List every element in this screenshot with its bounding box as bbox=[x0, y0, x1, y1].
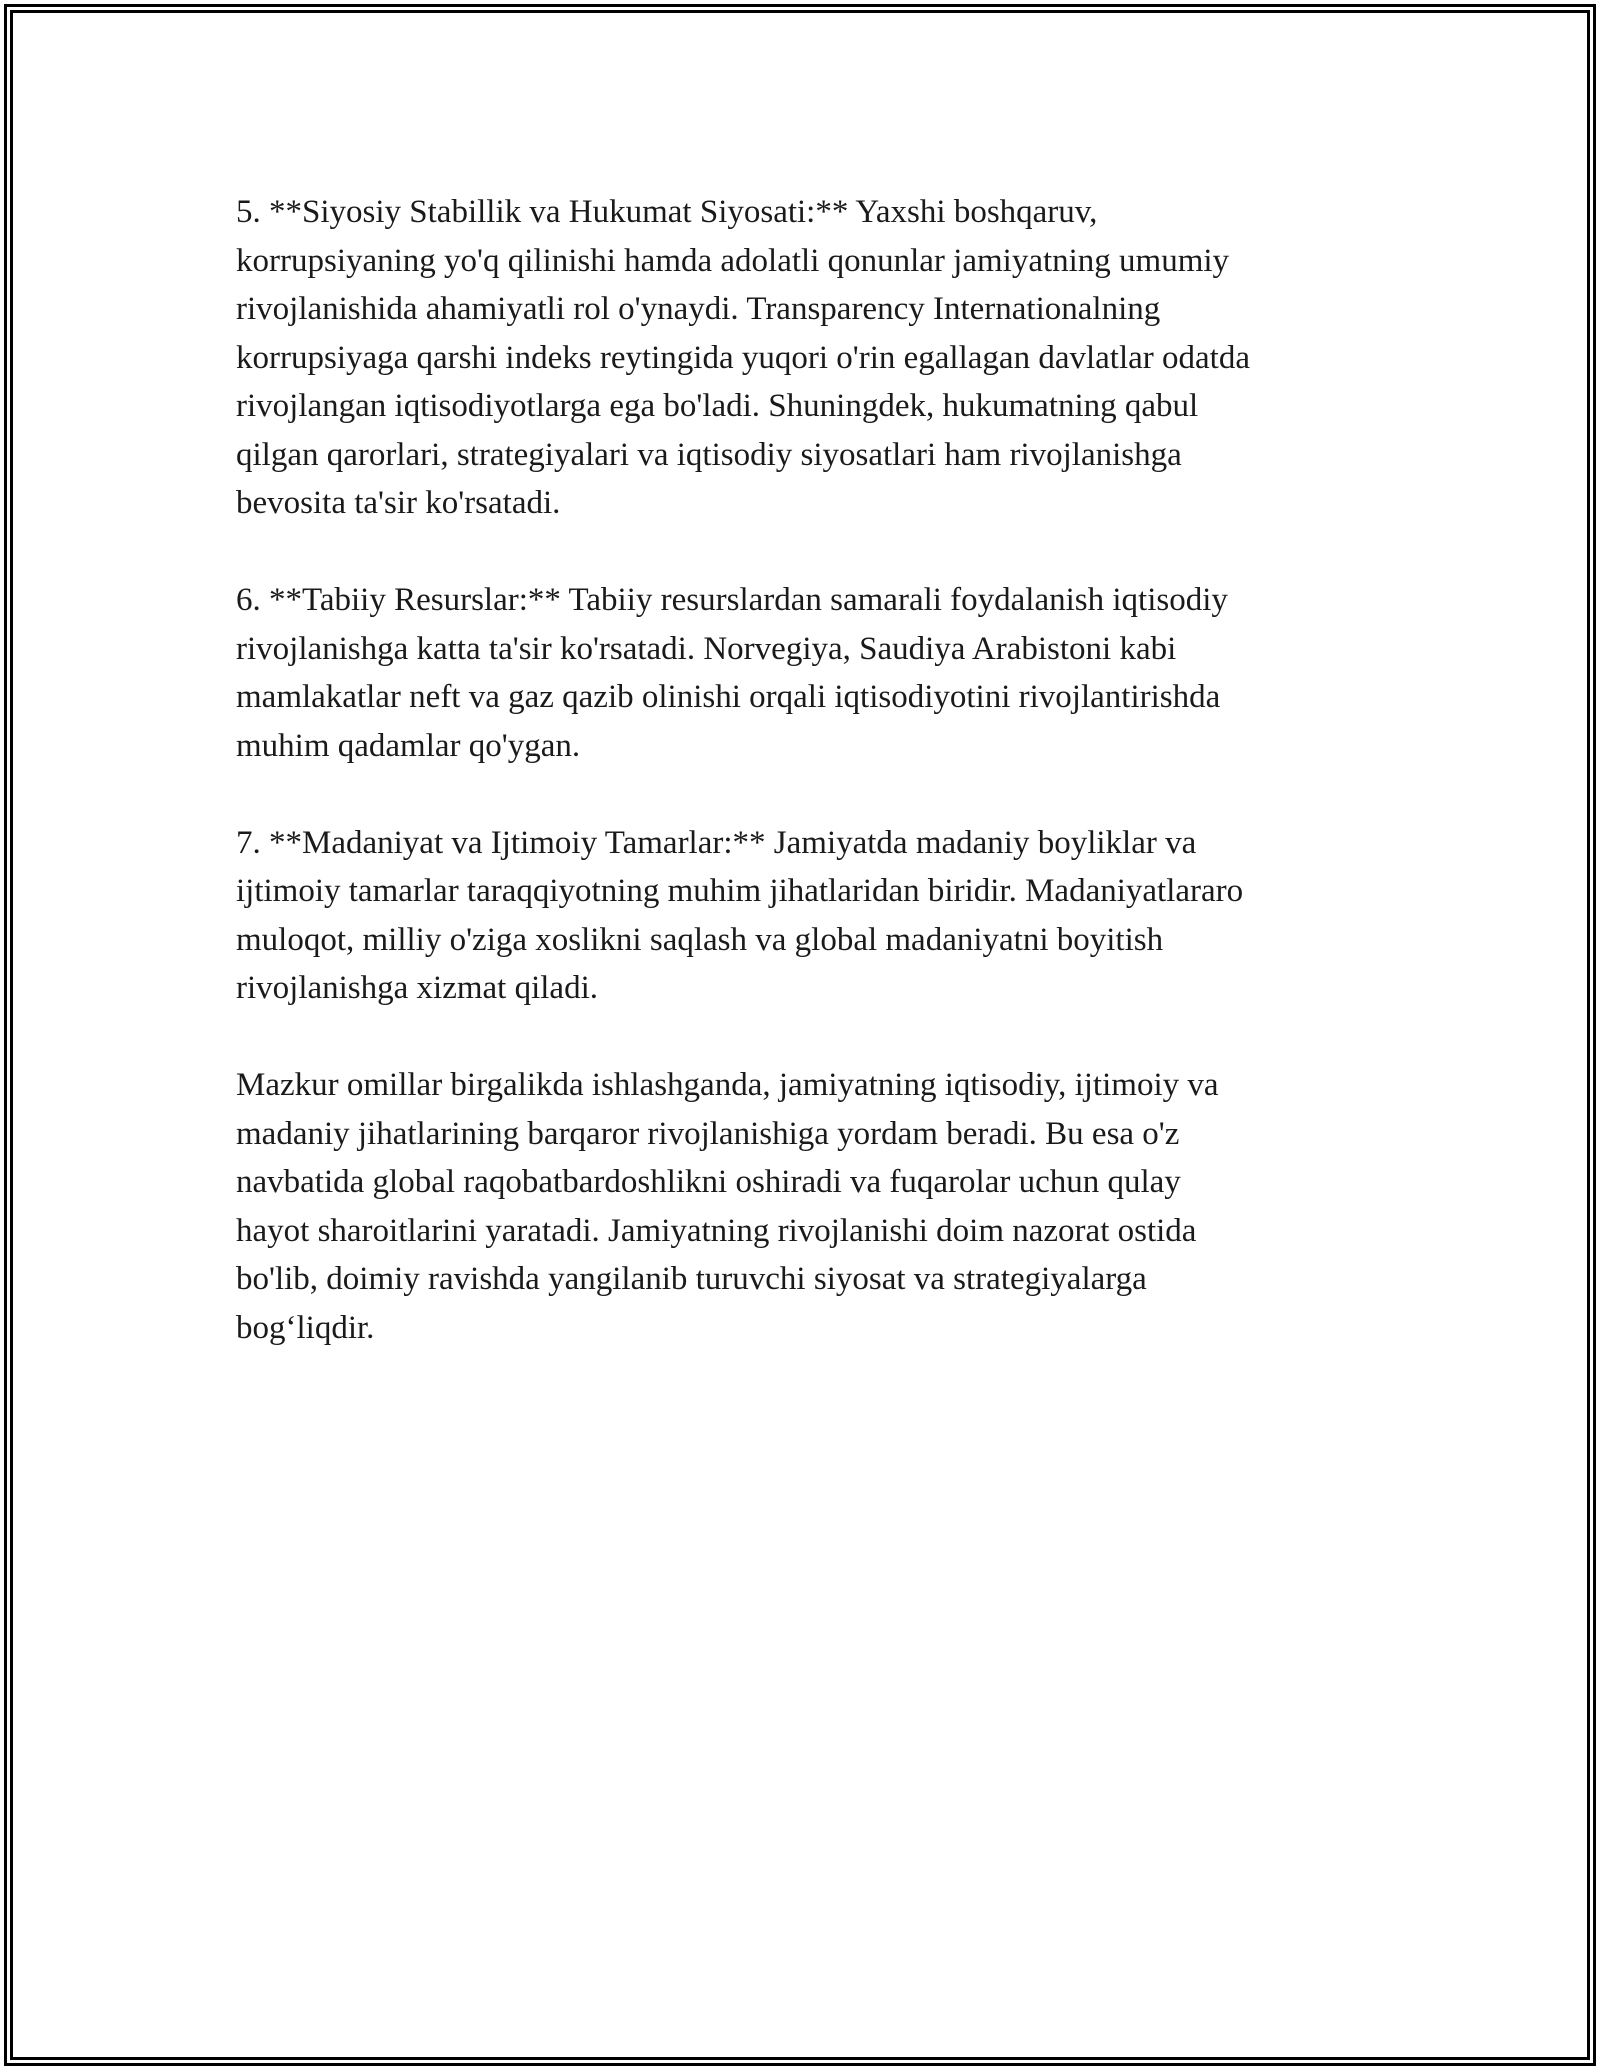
paragraph-conclusion: Mazkur omillar birgalikda ishlashganda, jamiyatning iqtisodiy, ijtimoiy va madaniy jihatlarining barqaror rivojlanishiga yordam beradi. Bu esa o'z navbatida global raqobatbardoshlikni oshiradi va fuqarolar uchun qulay hayot sharoitlarini yaratadi. Jamiyatning rivojlanishi doim nazorat ostida bo'lib, doimiy ravishda yangilanib turuvchi siyosat va strategiyalarga bog‘liqdir. bbox=[236, 1067, 1219, 1346]
document-body bbox=[236, 188, 1386, 1401]
paragraph-natural-resources: 6. **Tabiiy Resurslar:** Tabiiy resurslardan samarali foydalanish iqtisodiy rivojlanishga katta ta'sir ko'rsatadi. Norvegiya, Saudiya Arabistoni kabi mamlakatlar neft va gaz qazib olinishi orqali iqtisodiyotini rivojlantirishda muhim qadamlar qo'ygan. bbox=[236, 582, 1228, 764]
paragraph-political-stability: 5. **Siyosiy Stabillik va Hukumat Siyosati:** Yaxshi boshqaruv, korrupsiyaning yo'q qilinishi hamda adolatli qonunlar jamiyatning umumiy rivojlanishida ahamiyatli rol o'ynaydi. Transparency Internationalning korrupsiyaga qarshi indeks reytingida yuqori o'rin egallagan davlatlar odatda rivojlangan iqtisodiyotlarga ega bo'ladi. Shuningdek, hukumatning qabul qilgan qarorlari, strategiyalari va iqtisodiy siyosatlari ham rivojlanishga bevosita ta'sir ko'rsatadi. bbox=[236, 194, 1250, 521]
paragraph-culture-social: 7. **Madaniyat va Ijtimoiy Tamarlar:** Jamiyatda madaniy boyliklar va ijtimoiy tamarlar taraqqiyotning muhim jihatlaridan biridir. Madaniyatlararo muloqot, milliy o'ziga xoslikni saqlash va global madaniyatni boyitish rivojlanishga xizmat qiladi. bbox=[236, 824, 1244, 1006]
